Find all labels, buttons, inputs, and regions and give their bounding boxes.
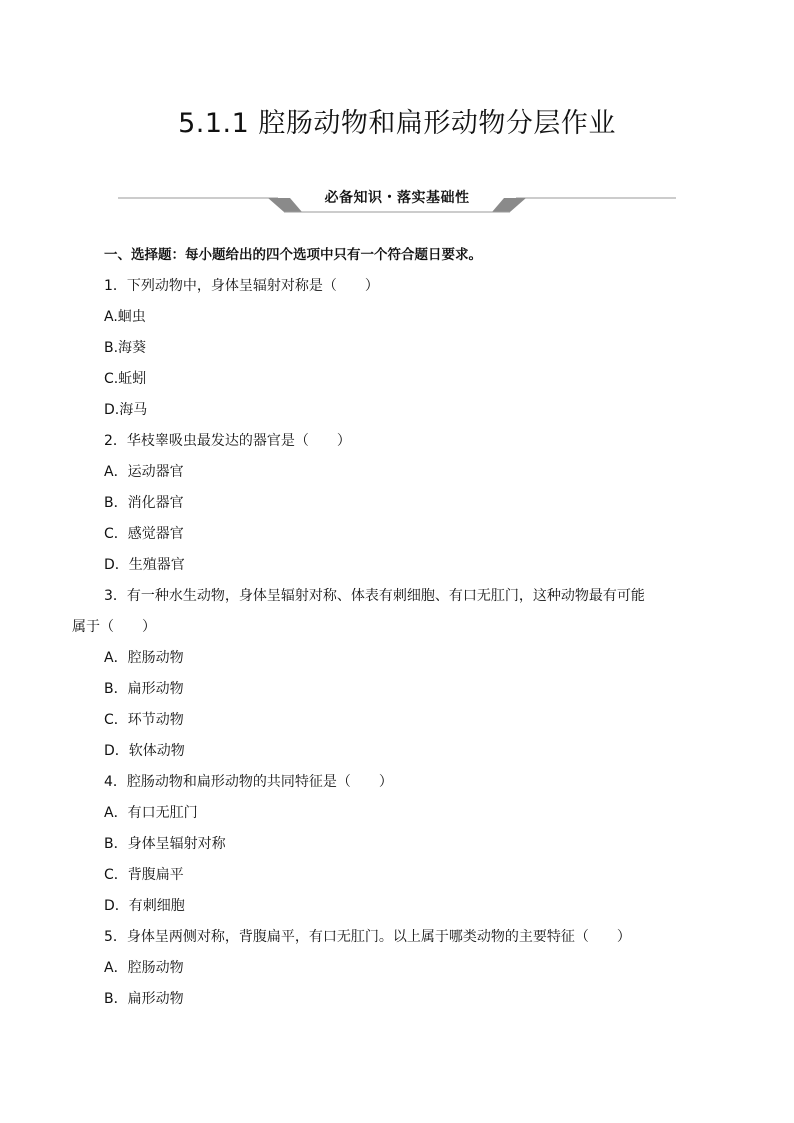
option-3c: C．环节动物 xyxy=(104,712,184,728)
option-2d: D．生殖器官 xyxy=(104,557,185,573)
page-title: 5.1.1 腔肠动物和扁形动物分层作业 xyxy=(178,108,616,139)
question-list xyxy=(0,240,794,1015)
option-4b: B．身体呈辐射对称 xyxy=(104,836,226,852)
option-2c: C．感觉器官 xyxy=(104,526,184,542)
question-2: 2．华枝睾吸虫最发达的器官是（ ） xyxy=(104,433,351,449)
option-3a: A．腔肠动物 xyxy=(104,650,184,666)
banner-label: 必备知识・落实基础性 xyxy=(324,190,470,206)
option-1c: C.蚯蚓 xyxy=(104,371,147,387)
option-4c: C．背腹扁平 xyxy=(104,867,184,883)
question-3: 3．有一种水生动物，身体呈辐射对称、体表有刺细胞、有口无肛门，这种动物最有可能 xyxy=(104,588,645,604)
option-2a: A．运动器官 xyxy=(104,464,184,480)
option-1a: A.蛔虫 xyxy=(104,309,146,325)
option-4a: A．有口无肛门 xyxy=(104,805,198,821)
option-3d: D．软体动物 xyxy=(104,743,185,759)
option-1b: B.海葵 xyxy=(104,340,147,356)
option-1d: D.海马 xyxy=(104,402,148,418)
option-5b: B．扁形动物 xyxy=(104,991,184,1007)
option-5a: A．腔肠动物 xyxy=(104,960,184,976)
option-2b: B．消化器官 xyxy=(104,495,184,511)
question-4: 4．腔肠动物和扁形动物的共同特征是（ ） xyxy=(104,774,393,790)
option-3b: B．扁形动物 xyxy=(104,681,184,697)
option-4d: D．有刺细胞 xyxy=(104,898,185,914)
section-banner xyxy=(118,182,676,216)
section-heading: 一、选择题：每小题给出的四个选项中只有一个符合题日要求。 xyxy=(104,247,482,263)
question-3-continued: 属于（ ） xyxy=(72,619,156,635)
question-1: 1．下列动物中，身体呈辐射对称是（ ） xyxy=(104,278,379,294)
question-5: 5．身体呈两侧对称，背腹扁平，有口无肛门。以上属于哪类动物的主要特征（ ） xyxy=(104,929,631,945)
